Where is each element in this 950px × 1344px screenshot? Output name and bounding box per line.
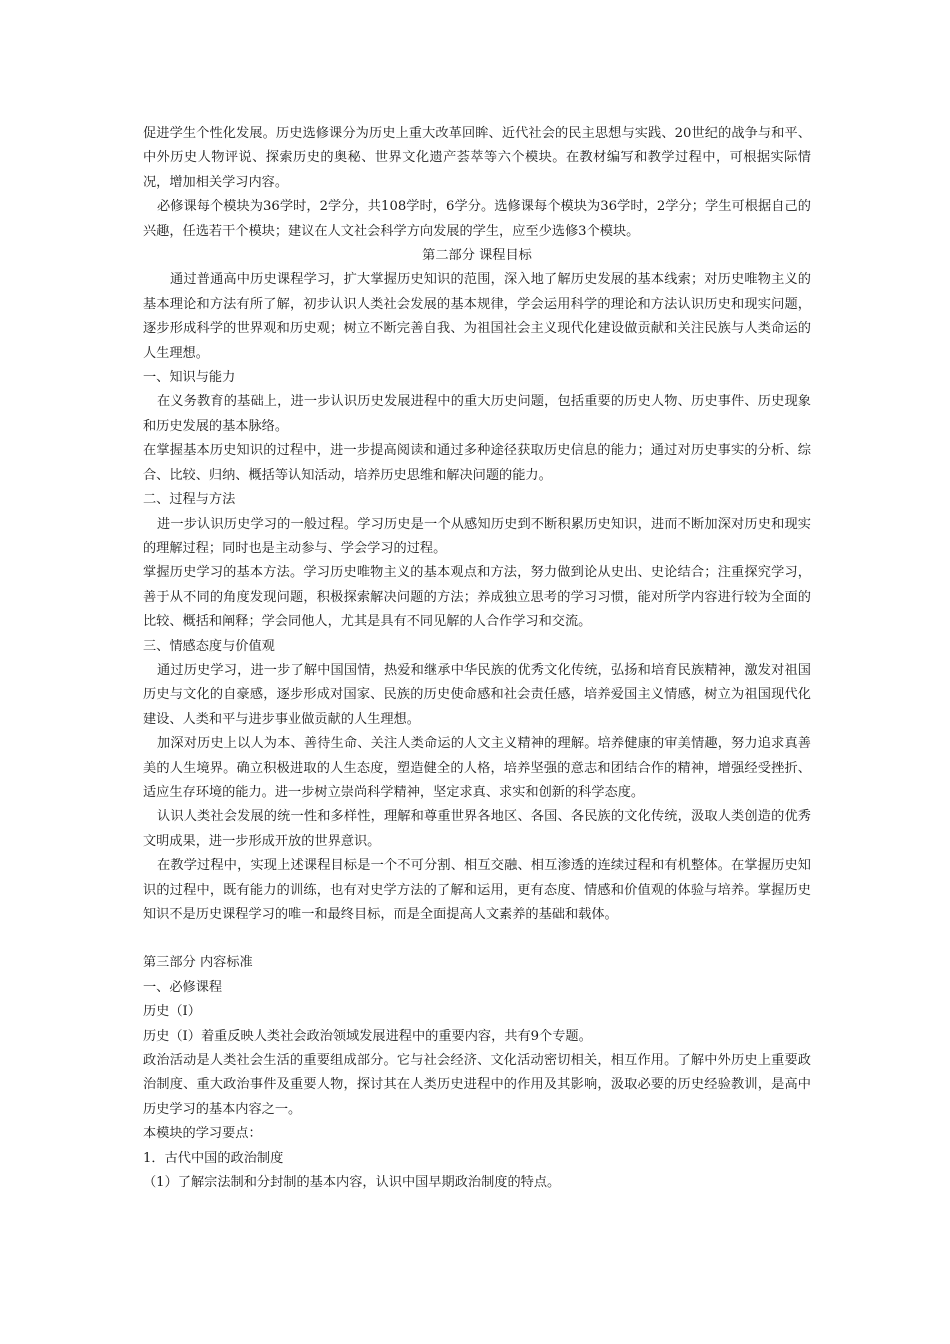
section-heading-course-goals: 第二部分 课程目标 xyxy=(422,248,532,264)
subheading-required-courses: 一、必修课程 xyxy=(143,979,223,995)
paragraph-credit-hours: 必修课每个模块为36学时，2学分，共108学时，6学分。选修课每个模块为36学时，2学分；学生可根据自己的兴趣，任选若干个模块；建议在人文社会科学方向发展的学生，应至少选修3个模块。 xyxy=(143,199,811,239)
paragraph-process-2: 掌握历史学习的基本方法。学习历史唯物主义的基本观点和方法，努力做到论从史出、史论结合；注重探究学习，善于从不同的角度发现问题，积极探索解决问题的方法；养成独立思考的学习习惯，能对所学内容进行较为全面的比较、概括和阐释；学会同他人，尤其是具有不同见解的人合作学习和交流。 xyxy=(143,565,811,630)
paragraph-values-2: 加深对历史上以人为本、善待生命、关注人类命运的人文主义精神的理解。培养健康的审美情趣，努力追求真善美的人生境界。确立积极进取的人生态度，塑造健全的人格，培养坚强的意志和团结合作的精神，增强经受挫折、适应生存环境的能力。进一步树立崇尚科学精神，坚定求真、求实和创新的科学态度。 xyxy=(143,736,811,800)
list-item-ancient-china: 1．古代中国的政治制度 xyxy=(143,1150,284,1166)
document-page xyxy=(143,122,811,1195)
paragraph-values-1: 通过历史学习，进一步了解中国国情，热爱和继承中华民族的优秀文化传统，弘扬和培育民族精神，激发对祖国历史与文化的自豪感，逐步形成对国家、民族的历史使命感和社会责任感，培养爱国主义情感，树立为祖国现代化建设、人类和平与进步事业做贡献的人生理想。 xyxy=(143,662,811,727)
subheading-process-method: 二、过程与方法 xyxy=(143,492,236,508)
paragraph-goals-overview: 通过普通高中历史课程学习，扩大掌握历史知识的范围，深入地了解历史发展的基本线索；对历史唯物主义的基本理论和方法有所了解，初步认识人类社会发展的基本规律，学会运用科学的理论和方法认识历史和现实问题，逐步形成科学的世界观和历史观；树立不断完善自我、为祖国社会主义现代化建设做贡献和关注民族与人类命运的人生理想。 xyxy=(143,272,811,361)
paragraph-knowledge-1: 在义务教育的基础上，进一步认识历史发展进程中的重大历史问题，包括重要的历史人物、历史事件、历史现象和历史发展的基本脉络。 xyxy=(143,394,811,434)
section-heading-content-standards: 第三部分 内容标准 xyxy=(143,955,253,971)
list-item-clan-system: （1）了解宗法制和分封制的基本内容，认识中国早期政治制度的特点。 xyxy=(143,1175,561,1191)
subheading-emotion-values: 三、情感态度与价值观 xyxy=(143,638,275,654)
paragraph-process-1: 进一步认识历史学习的一般过程。学习历史是一个从感知历史到不断积累历史知识，进而不断加深对历史和现实的理解过程；同时也是主动参与、学会学习的过程。 xyxy=(143,516,811,556)
blank-line xyxy=(143,927,811,951)
paragraph-values-4: 在教学过程中，实现上述课程目标是一个不可分割、相互交融、相互渗透的连续过程和有机整体。在掌握历史知识的过程中，既有能力的训练，也有对史学方法的了解和运用，更有态度、情感和价值观的体验与培养。掌握历史知识不是历史课程学习的唯一和最终目标，而是全面提高人文素养的基础和载体。 xyxy=(143,858,811,922)
paragraph-knowledge-2: 在掌握基本历史知识的过程中，进一步提高阅读和通过多种途径获取历史信息的能力；通过对历史事实的分析、综合、比较、归纳、概括等认知活动，培养历史思维和解决问题的能力。 xyxy=(143,443,811,483)
paragraph-history-1-intro: 历史（Ⅰ）着重反映人类社会政治领域发展进程中的重要内容，共有9个专题。 xyxy=(143,1028,592,1044)
paragraph-political-activity: 政治活动是人类社会生活的重要组成部分。它与社会经济、文化活动密切相关，相互作用。了解中外历史上重要政治制度、重大政治事件及重要人物，探讨其在人类历史进程中的作用及其影响，汲取必要的历史经验教训，是高中历史学习的基本内容之一。 xyxy=(143,1053,811,1117)
paragraph-module-points: 本模块的学习要点： xyxy=(143,1126,262,1142)
subheading-history-1: 历史（Ⅰ） xyxy=(143,1004,201,1020)
paragraph-elective-modules: 促进学生个性化发展。历史选修课分为历史上重大改革回眸、近代社会的民主思想与实践、20世纪的战争与和平、中外历史人物评说、探索历史的奥秘、世界文化遗产荟萃等六个模块。在教材编写和教学过程中，可根据实际情况，增加相关学习内容。 xyxy=(143,126,811,190)
subheading-knowledge-ability: 一、知识与能力 xyxy=(143,370,236,386)
paragraph-values-3: 认识人类社会发展的统一性和多样性，理解和尊重世界各地区、各国、各民族的文化传统，汲取人类创造的优秀文明成果，进一步形成开放的世界意识。 xyxy=(143,809,811,849)
